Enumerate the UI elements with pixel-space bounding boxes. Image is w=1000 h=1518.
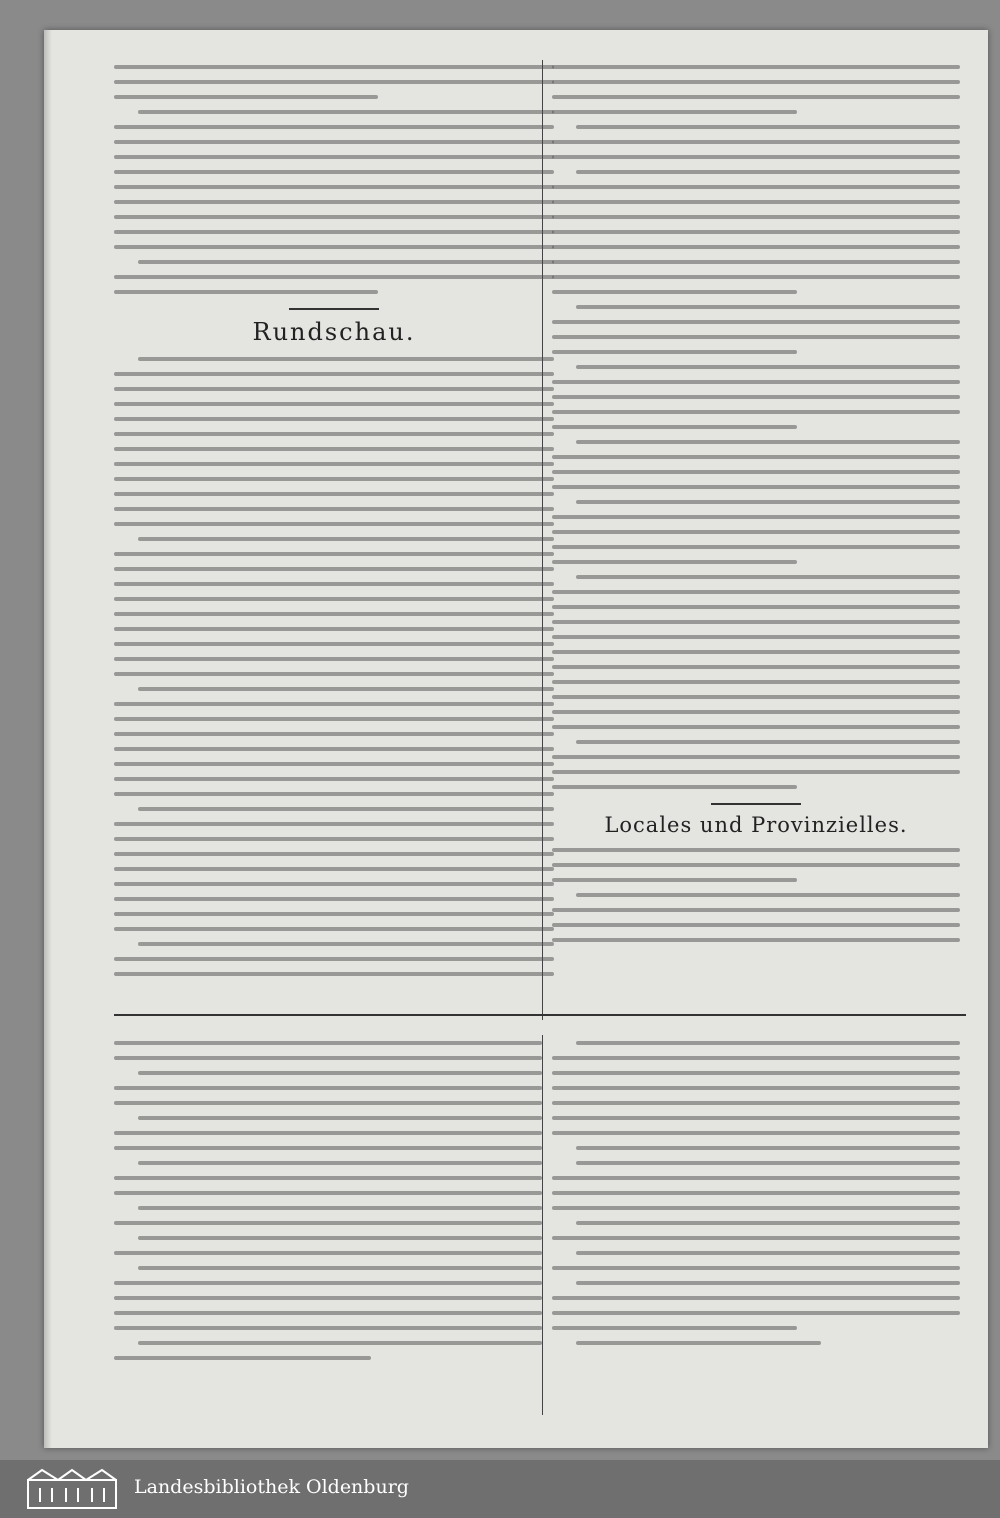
section-rule (289, 308, 379, 310)
library-building-icon (22, 1466, 122, 1512)
text-block-locales (552, 848, 960, 942)
section-rule (711, 803, 801, 805)
article-column-top-left (114, 54, 554, 994)
text-block-rundschau (114, 357, 554, 976)
feuilleton-column-left (114, 1030, 542, 1410)
library-name: Landesbibliothek Oldenburg (134, 1476, 409, 1498)
newspaper-page (44, 30, 988, 1448)
library-footer (0, 1460, 1000, 1518)
column-divider-bottom (542, 1035, 543, 1415)
feuilleton-column-right (552, 1030, 960, 1410)
article-column-top-right (552, 54, 960, 1014)
horizontal-divider (114, 1014, 966, 1016)
text-block-intro (114, 65, 554, 294)
rundschau-heading: Rundschau. (252, 318, 416, 346)
page-edge (44, 30, 52, 1448)
locales-heading: Locales und Provinzielles. (604, 813, 908, 837)
column-divider-top (542, 60, 543, 1020)
text-block-telegrams (552, 65, 960, 789)
